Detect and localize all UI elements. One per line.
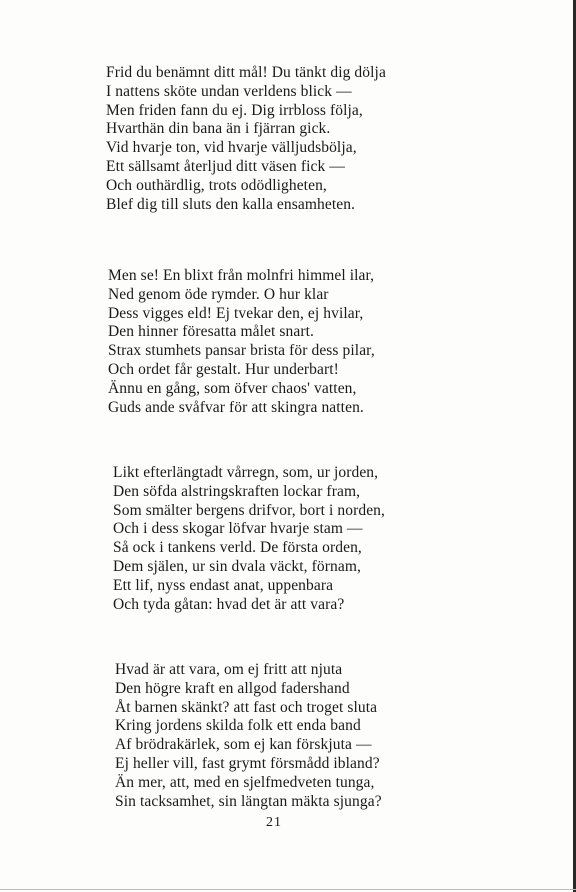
stanza-2	[108, 267, 375, 417]
page-number: 21	[266, 815, 282, 830]
verse-line: Frid du benämnt ditt mål! Du tänkt dig dölja	[106, 64, 386, 81]
verse-line: Dem själen, ur sin dvala väckt, förnam,	[113, 557, 361, 575]
verse-line: Af brödrakärlek, som ej kan förskjuta —	[115, 736, 372, 754]
stanza-3	[113, 464, 385, 614]
verse-line: Ej heller vill, fast grymt försmådd ibland?	[115, 754, 380, 772]
verse-line: Blef dig till sluts den kalla ensamheten.	[106, 195, 356, 213]
verse-line: Den högre kraft en allgod fadershand	[115, 679, 350, 697]
verse-line: Som smälter bergens drifvor, bort i norden,	[113, 501, 386, 519]
verse-line: Och i dess skogar löfvar hvarje stam —	[113, 520, 363, 538]
verse-line: Hvarthän din bana än i fjärran gick.	[106, 120, 331, 138]
verse-line: Sin tacksamhet, sin längtan mäkta sjunga?	[115, 792, 382, 810]
verse-line: Men se! En blixt från molnfri himmel ilar,	[108, 267, 375, 284]
verse-line: Den hinner föresatta målet snart.	[108, 323, 315, 341]
verse-line: Guds ande svåfvar för att skingra natten.	[108, 398, 364, 416]
verse-line: Kring jordens skilda folk ett enda band	[115, 717, 361, 735]
page-edge-bottom	[0, 889, 576, 890]
stanza-1	[106, 64, 386, 214]
verse-line: Ett sällsamt återljud ditt väsen fick —	[106, 157, 345, 175]
verse-line: Men friden fann du ej. Dig irrbloss följa,	[106, 101, 363, 119]
verse-line: Ned genom öde rymder. O hur klar	[108, 285, 329, 303]
verse-line: Och ordet får gestalt. Hur underbart!	[108, 360, 339, 378]
verse-line: Så ock i tankens verld. De första orden,	[113, 539, 362, 557]
verse-line: Ett lif, nyss endast anat, uppenbara	[113, 576, 334, 594]
verse-line: Än mer, att, med en sjelfmedveten tunga,	[115, 773, 375, 791]
verse-line: Den söfda alstringskraften lockar fram,	[113, 482, 361, 500]
verse-line: Dess vigges eld! Ej tvekar den, ej hvilar,	[108, 304, 364, 322]
stanza-4	[115, 661, 382, 811]
verse-line: I nattens sköte undan verldens blick —	[106, 82, 352, 100]
verse-line: Vid hvarje ton, vid hvarje välljudsbölja,	[106, 139, 357, 157]
verse-line: Hvad är att vara, om ej fritt att njuta	[115, 661, 343, 678]
verse-line: Och tyda gåtan: hvad det är att vara?	[113, 595, 345, 613]
verse-line: Åt barnen skänkt? att fast och troget sluta	[115, 698, 378, 716]
verse-line: Likt efterlängtadt vårregn, som, ur jorden,	[113, 464, 379, 481]
verse-line: Ännu en gång, som öfver chaos' vatten,	[108, 379, 357, 397]
verse-line: Och outhärdlig, trots odödligheten,	[106, 176, 327, 194]
verse-line: Strax stumhets pansar brista för dess pilar,	[108, 342, 375, 360]
